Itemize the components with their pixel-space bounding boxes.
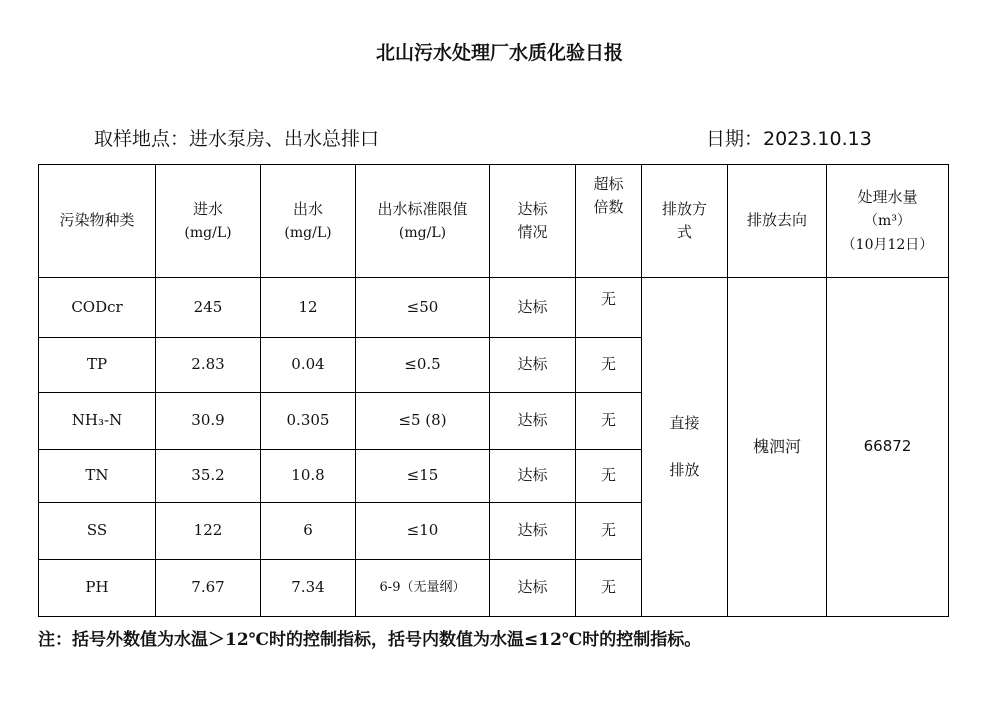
cell-limit: ≤10 [356,503,490,560]
cell-exceed: 无 [576,560,642,617]
cell-outflow: 7.34 [261,560,356,617]
header-inflow: 进水 (mg/L) [156,165,261,278]
header-exceed: 超标 倍数 [576,165,642,278]
cell-inflow: 245 [156,278,261,338]
report-date: 日期：2023.10.13 [706,128,872,150]
cell-inflow: 30.9 [156,393,261,450]
header-pollutant: 污染物种类 [39,165,156,278]
table-row [39,278,949,338]
cell-status: 达标 [490,503,576,560]
cell-pollutant: SS [39,503,156,560]
water-quality-table [38,164,949,617]
cell-exceed: 无 [576,450,642,503]
cell-limit: ≤0.5 [356,338,490,393]
cell-outflow: 6 [261,503,356,560]
cell-status: 达标 [490,278,576,338]
header-limit: 出水标准限值 (mg/L) [356,165,490,278]
cell-volume: 66872 [827,278,949,617]
cell-pollutant: PH [39,560,156,617]
header-row [39,165,949,278]
cell-exceed: 无 [576,338,642,393]
cell-status: 达标 [490,338,576,393]
cell-limit: ≤15 [356,450,490,503]
cell-outflow: 0.305 [261,393,356,450]
cell-outflow: 10.8 [261,450,356,503]
cell-outflow: 0.04 [261,338,356,393]
cell-exceed: 无 [576,503,642,560]
cell-outflow: 12 [261,278,356,338]
cell-inflow: 35.2 [156,450,261,503]
cell-destination: 槐泗河 [728,278,827,617]
cell-limit: ≤5 (8) [356,393,490,450]
header-method: 排放方 式 [642,165,728,278]
cell-status: 达标 [490,560,576,617]
cell-status: 达标 [490,393,576,450]
cell-exceed: 无 [576,393,642,450]
page-title: 北山污水处理厂水质化验日报 [375,42,623,64]
header-destination: 排放去向 [728,165,827,278]
cell-exceed: 无 [576,278,642,338]
cell-limit: ≤50 [356,278,490,338]
cell-inflow: 7.67 [156,560,261,617]
header-status: 达标 情况 [490,165,576,278]
cell-pollutant: TP [39,338,156,393]
cell-pollutant: TN [39,450,156,503]
cell-inflow: 2.83 [156,338,261,393]
cell-limit: 6-9（无量纲） [356,560,490,617]
header-volume: 处理水量 （m³） （10月12日） [827,165,949,278]
cell-discharge-method: 直接 排放 [642,278,728,617]
cell-status: 达标 [490,450,576,503]
footnote: 注：括号外数值为水温＞12℃时的控制指标，括号内数值为水温≤12℃时的控制指标。 [38,630,702,650]
sampling-location: 取样地点：进水泵房、出水总排口 [94,128,380,150]
cell-inflow: 122 [156,503,261,560]
cell-pollutant: CODcr [39,278,156,338]
header-outflow: 出水 (mg/L) [261,165,356,278]
cell-pollutant: NH₃-N [39,393,156,450]
